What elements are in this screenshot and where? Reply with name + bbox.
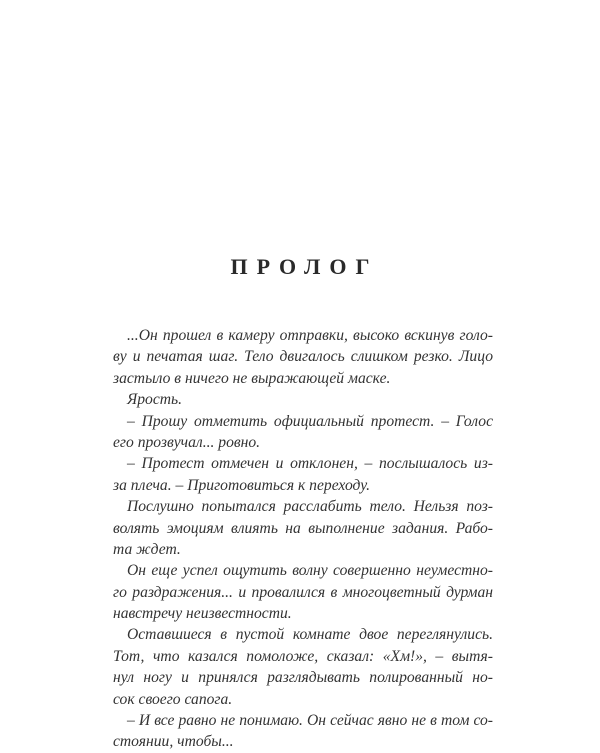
text-line: – И все равно не понимаю. Он сейчас явно не в том со-: [127, 712, 493, 730]
text-line: за плеча. – Приготовиться к переходу.: [113, 476, 371, 494]
text-line: ву и печатая шаг. Тело двигалось слишком резко. Лицо: [113, 348, 493, 366]
text-line: ...Он прошел в камеру отправки, высоко вскинув голо-: [127, 327, 493, 344]
text-line: Послушно попытался расслабить тело. Нельзя поз-: [127, 498, 493, 516]
text-line: волять эмоциям влиять на выполнение задания. Рабо-: [113, 519, 493, 537]
text-line: стоянии, чтобы...: [113, 733, 234, 751]
text-line: Он еще успел ощутить волну совершенно неуместно-: [127, 562, 493, 580]
text-line: Ярость.: [127, 391, 183, 409]
text-line: Оставшиеся в пустой комнате двое переглянулись.: [127, 626, 493, 644]
text-line: та ждет.: [113, 540, 181, 558]
text-line: нул ногу и принялся разглядывать полированный но-: [113, 669, 493, 687]
chapter-body-text: [113, 325, 493, 753]
text-line: – Протест отмечен и отклонен, – послышалось из-: [127, 455, 493, 473]
chapter-title: ПРОЛОГ: [230, 254, 379, 279]
text-line: застыло в ничего не выражающей маске.: [113, 369, 391, 387]
text-line: сок своего сапога.: [113, 690, 233, 708]
text-line: навстречу неизвестности.: [113, 605, 292, 623]
text-line: го раздражения... и провалился в многоцветный дурман: [113, 583, 493, 601]
text-line: – Прошу отметить официальный протест. – Голос: [127, 412, 493, 430]
text-line: его прозвучал... ровно.: [113, 433, 261, 451]
text-line: Тот, что казался помоложе, сказал: «Хм!», – вытя-: [113, 647, 493, 665]
